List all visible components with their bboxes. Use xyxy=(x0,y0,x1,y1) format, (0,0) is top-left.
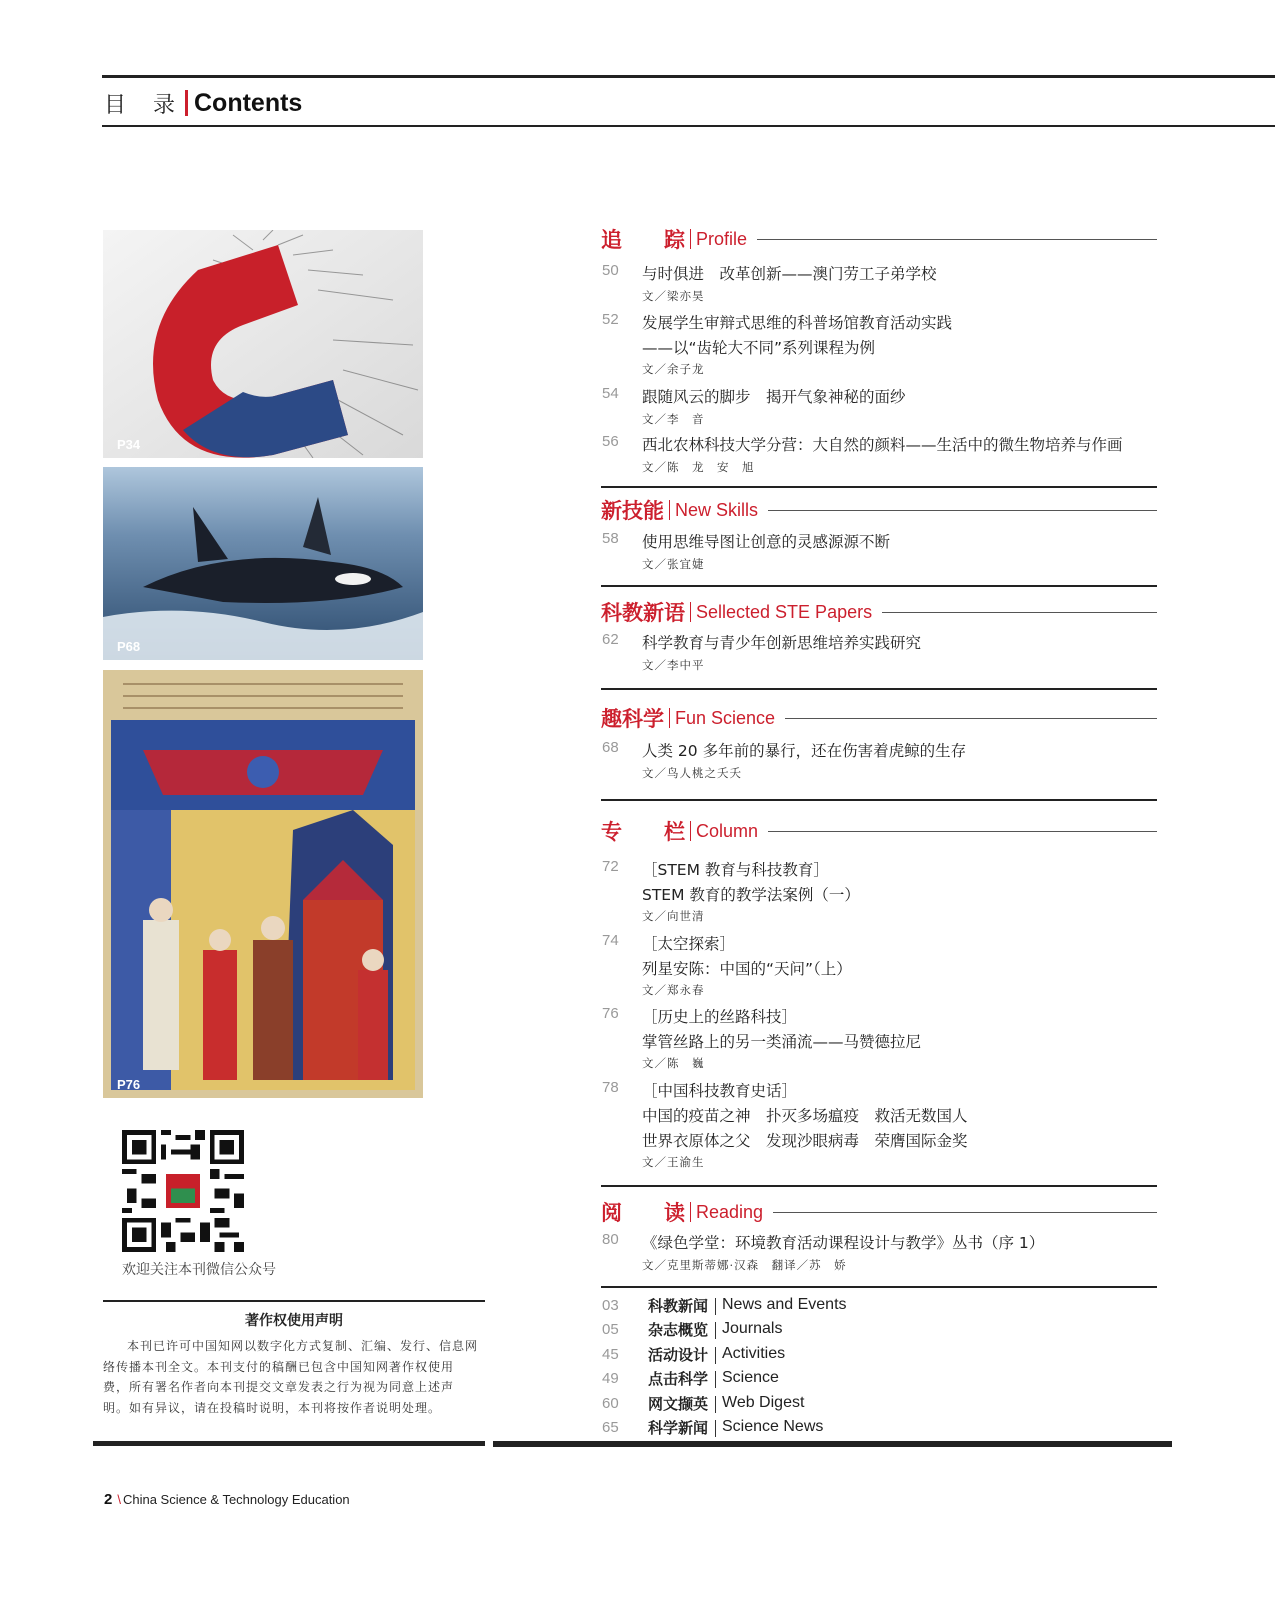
entry-page: 78 xyxy=(602,1079,619,1096)
page-label-p68: P68 xyxy=(117,639,141,654)
section-header-reading xyxy=(601,1197,1157,1227)
misc-item-web-digest[interactable] xyxy=(602,1393,1162,1415)
section-header-line xyxy=(768,831,1157,832)
header-rule xyxy=(102,125,1275,127)
entry-author: 文／向世清 xyxy=(642,909,705,923)
section-header-fun-science xyxy=(601,703,1157,733)
entry-author: 文／陈 巍 xyxy=(642,1056,705,1070)
misc-page: 49 xyxy=(602,1370,619,1387)
misc-title-cn: 活动设计 xyxy=(648,1346,709,1364)
top-rule xyxy=(102,75,1275,78)
entry-title: 《绿色学堂：环境教育活动课程设计与教学》丛书（序 1） xyxy=(642,1234,1045,1252)
entry-author: 文／郑永春 xyxy=(642,983,705,997)
entry-subtitle: ——以“齿轮大不同”系列课程为例 xyxy=(642,339,876,357)
entry-title: 人类 20 多年前的暴行，还在伤害着虎鲸的生存 xyxy=(642,742,967,760)
entry-page: 50 xyxy=(602,262,619,279)
entry-page: 74 xyxy=(602,932,619,949)
misc-title-cn: 网文撷英 xyxy=(648,1395,709,1413)
misc-item-science-news[interactable] xyxy=(602,1417,1162,1439)
entry-title: 发展学生审辩式思维的科普场馆教育活动实践 xyxy=(642,314,953,332)
section-title-en: New Skills xyxy=(675,499,759,520)
section-title-cn: 阅 读 xyxy=(601,1201,685,1225)
misc-page: 45 xyxy=(602,1346,619,1363)
entry-page: 76 xyxy=(602,1005,619,1022)
entry-column-name: ［历史上的丝路科技］ xyxy=(642,1008,798,1026)
header-divider xyxy=(185,90,188,116)
misc-divider xyxy=(715,1371,716,1388)
entry-title: 与时俱进 改革创新——澳门劳工子弟学校 xyxy=(642,265,937,283)
section-rule xyxy=(601,1286,1157,1288)
copyright-title: 著作权使用声明 xyxy=(245,1313,343,1329)
entry-title: 中国的疫苗之神 扑灭多场瘟疫 救活无数国人 xyxy=(642,1107,968,1125)
section-rule xyxy=(601,1185,1157,1187)
section-header-line xyxy=(882,612,1157,613)
entry-author: 文／李中平 xyxy=(642,658,705,672)
misc-divider xyxy=(715,1396,716,1413)
entry-page: 52 xyxy=(602,311,619,328)
entry-author: 文／鸟人桃之夭夭 xyxy=(642,766,742,780)
journal-name: China Science & Technology Education xyxy=(122,1492,350,1507)
entry-author: 文／余子龙 xyxy=(642,362,705,376)
section-header-profile xyxy=(601,224,1157,254)
section-title-cn: 追 踪 xyxy=(601,228,685,252)
section-header-ste-papers xyxy=(601,597,1157,627)
entry-author: 文／陈 龙 安 旭 xyxy=(642,460,755,474)
misc-title-cn: 科学新闻 xyxy=(648,1419,709,1437)
copyright-body: 本刊已许可中国知网以数字化方式复制、汇编、发行、信息网络传播本刊全文。本刊支付的稿酬已包含中国知网著作权使用费，所有署名作者向本刊提交文章发表之行为视为同意上述声明。如有异议，请在投稿时说明，本刊将按作者说明处理。 xyxy=(103,1339,479,1415)
section-rule xyxy=(601,585,1157,587)
footer-slash: \ xyxy=(117,1492,121,1507)
page-label-p34: P34 xyxy=(117,437,141,452)
entry-author: 文／克里斯蒂娜·汉森 翻译／苏 娇 xyxy=(642,1258,847,1272)
entry-page: 68 xyxy=(602,739,619,756)
section-header-column xyxy=(601,816,1157,846)
qr-caption: 欢迎关注本刊微信公众号 xyxy=(122,1262,276,1278)
right-column-bottom-rule xyxy=(493,1441,1172,1447)
header-title-cn: 目 录 xyxy=(104,92,185,118)
entry-page: 56 xyxy=(602,433,619,450)
misc-item-activities[interactable] xyxy=(602,1344,1162,1366)
wechat-qr-code xyxy=(122,1130,244,1252)
section-header-line xyxy=(785,718,1157,719)
section-header-line xyxy=(768,510,1157,511)
miniature-painting-image xyxy=(103,670,423,1098)
misc-divider xyxy=(715,1347,716,1364)
misc-divider xyxy=(715,1322,716,1339)
misc-title-en: Science News xyxy=(722,1418,824,1435)
section-header-new-skills xyxy=(601,495,1157,525)
entry-page: 80 xyxy=(602,1231,619,1248)
entry-author: 文／李 音 xyxy=(642,412,705,426)
entry-title: 科学教育与青少年创新思维培养实践研究 xyxy=(642,634,922,652)
entry-page: 54 xyxy=(602,385,619,402)
magnet-image xyxy=(103,230,423,458)
section-rule xyxy=(601,486,1157,488)
misc-item-journals[interactable] xyxy=(602,1319,1162,1341)
section-header-line xyxy=(773,1212,1157,1213)
misc-title-cn: 科教新闻 xyxy=(648,1297,709,1315)
misc-divider xyxy=(715,1420,716,1437)
misc-title-cn: 杂志概览 xyxy=(648,1321,709,1339)
section-title-cn: 科教新语 xyxy=(601,601,685,625)
misc-title-cn: 点击科学 xyxy=(648,1370,709,1388)
misc-title-en: Web Digest xyxy=(722,1394,805,1411)
section-divider xyxy=(669,708,670,728)
entry-column-name: ［中国科技教育史话］ xyxy=(642,1082,798,1100)
section-title-en: Column xyxy=(696,820,759,841)
entry-page: 58 xyxy=(602,530,619,547)
entry-author: 文／梁亦昊 xyxy=(642,289,705,303)
section-rule xyxy=(601,799,1157,801)
section-title-cn: 趣科学 xyxy=(601,707,664,731)
entry-title: 列星安陈：中国的“天问”（上） xyxy=(642,960,852,978)
section-title-en: Reading xyxy=(696,1201,764,1222)
entry-title: 跟随风云的脚步 揭开气象神秘的面纱 xyxy=(642,388,906,406)
entry-column-name: ［STEM 教育与科技教育］ xyxy=(642,861,829,879)
misc-divider xyxy=(715,1298,716,1315)
misc-title-en: News and Events xyxy=(722,1296,847,1313)
section-divider xyxy=(690,229,691,249)
section-divider xyxy=(690,602,691,622)
entry-page: 62 xyxy=(602,631,619,648)
entry-page: 72 xyxy=(602,858,619,875)
entry-title: 掌管丝路上的另一类涌流——马赞德拉尼 xyxy=(642,1033,922,1051)
page-header xyxy=(104,86,302,120)
entry-title: 西北农林科技大学分营：大自然的颜料——生活中的微生物培养与作画 xyxy=(642,436,1123,454)
misc-item-news-events[interactable] xyxy=(602,1295,1162,1317)
page-footer xyxy=(104,1491,350,1508)
copyright-top-rule xyxy=(103,1300,485,1302)
entry-title-line2: 世界衣原体之父 发现沙眼病毒 荣膺国际金奖 xyxy=(642,1132,968,1150)
section-header-line xyxy=(757,239,1157,240)
entry-column-name: ［太空探索］ xyxy=(642,935,736,953)
misc-page: 65 xyxy=(602,1419,619,1436)
entry-author: 文／张宜婕 xyxy=(642,557,705,571)
misc-page: 60 xyxy=(602,1395,619,1412)
section-rule xyxy=(601,688,1157,690)
section-title-en: Fun Science xyxy=(675,707,776,728)
entry-author: 文／王渝生 xyxy=(642,1155,705,1169)
section-divider xyxy=(669,500,670,520)
page-label-p76: P76 xyxy=(117,1077,141,1092)
section-title-en: Profile xyxy=(696,228,748,249)
section-divider xyxy=(690,1202,691,1222)
entry-title: STEM 教育的教学法案例（一） xyxy=(642,886,860,904)
misc-page: 03 xyxy=(602,1297,619,1314)
misc-title-en: Journals xyxy=(722,1320,783,1337)
orca-image xyxy=(103,467,423,660)
header-title-en: Contents xyxy=(194,88,303,117)
misc-title-en: Science xyxy=(722,1369,779,1386)
section-divider xyxy=(690,821,691,841)
misc-item-science[interactable] xyxy=(602,1368,1162,1390)
section-title-en: Sellected STE Papers xyxy=(696,601,873,622)
section-title-cn: 新技能 xyxy=(601,499,664,523)
copyright-bottom-rule xyxy=(93,1441,485,1446)
page-number: 2 xyxy=(104,1491,113,1508)
section-title-cn: 专 栏 xyxy=(601,820,685,844)
misc-page: 05 xyxy=(602,1321,619,1338)
misc-title-en: Activities xyxy=(722,1345,786,1362)
entry-title: 使用思维导图让创意的灵感源源不断 xyxy=(642,533,891,551)
